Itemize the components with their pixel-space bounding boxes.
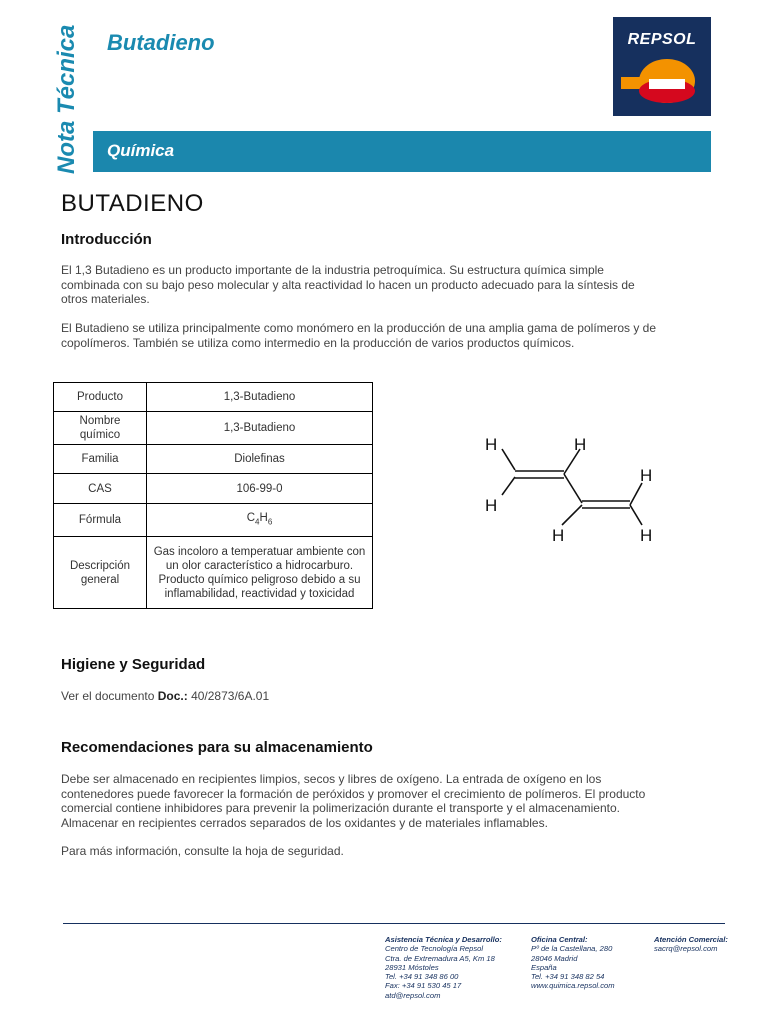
side-label-nota-tecnica (30, 18, 90, 178)
table-cell-label: Fórmula (54, 504, 147, 537)
table-cell-value: 106-99-0 (147, 474, 373, 504)
footer-col2-title: Oficina Central: (531, 935, 588, 944)
footer-line: 28046 Madrid (531, 953, 578, 963)
text-line: combinada con su bajo peso molecular y alta reactividad lo hacen un producto adecuado para la síntesis de (61, 277, 635, 292)
table-cell-label: Descripción general (54, 537, 147, 609)
table-cell-label: Producto (54, 383, 147, 412)
storage-heading: Recomendaciones para su almacenamiento (61, 739, 373, 756)
table-cell-value: 1,3-Butadieno (147, 412, 373, 445)
formula-h: H (259, 511, 268, 524)
table-row (54, 504, 373, 537)
text-line: Debe ser almacenado en recipientes limpios, secos y libres de oxígeno. La entrada de oxígeno en los (61, 772, 602, 786)
footer-line: Tel. +34 91 348 86 00 (385, 972, 459, 982)
table-cell-label: Familia (54, 445, 147, 474)
intro-heading: Introducción (61, 231, 152, 248)
footer-email-link[interactable]: sacrq@repsol.com (654, 944, 718, 954)
footer-divider (63, 923, 725, 924)
table-cell-formula (147, 504, 373, 537)
atom-h-5: H (552, 526, 565, 545)
footer-line: España (531, 962, 557, 972)
footer-email-link[interactable]: atd@repsol.com (385, 990, 441, 1000)
atom-h-3: H (485, 496, 498, 515)
footer-line: Tel. +34 91 348 82 54 (531, 972, 605, 982)
hygiene-heading: Higiene y Seguridad (61, 656, 206, 673)
table-cell-label: CAS (54, 474, 147, 504)
footer-commercial (654, 935, 744, 954)
category-bar (93, 131, 711, 172)
footer-line: Ctra. de Extremadura A5, Km 18 (385, 953, 495, 963)
text-line: contenedores puede favorecer la formación de peróxidos y promover el crecimiento de polímeros. El producto (61, 786, 646, 801)
table-cell-label: Nombre químico (54, 412, 147, 445)
category-label: Química (107, 141, 175, 160)
svg-text:Nota Técnica: Nota Técnica (53, 24, 80, 174)
properties-table (53, 382, 373, 609)
storage-paragraph (61, 772, 731, 830)
table-row (54, 383, 373, 412)
doc-label: Doc.: (157, 689, 188, 703)
page-title: BUTADIENO (61, 190, 204, 217)
text-line: El 1,3 Butadieno es un producto importante de la industria petroquímica. Su estructura química simple (61, 263, 604, 277)
table-row (54, 412, 373, 445)
text-line: Almacenar en recipientes cerrados separados de los oxidantes y de materiales inflamables. (61, 815, 548, 830)
text-line: otros materiales. (61, 292, 150, 306)
formula-c: C (246, 511, 256, 524)
footer-col1-title: Asistencia Técnica y Desarrollo: (385, 935, 502, 944)
footer-line: Centro de Tecnología Repsol (385, 944, 484, 954)
footer-technical-assistance (385, 935, 525, 1000)
footer-line: Fax: +34 91 530 45 17 (385, 981, 462, 991)
footer-website-link[interactable]: www.quimica.repsol.com (531, 981, 615, 991)
text-line: copolímeros. También se utiliza como intermedio en la producción de varios productos químicos. (61, 335, 575, 350)
table-cell-value: Diolefinas (147, 445, 373, 474)
footer-line: Pº de la Castellana, 280 (531, 944, 613, 954)
atom-h-4: H (640, 466, 653, 485)
formula-h-sub: 6 (267, 517, 273, 527)
atom-h-1: H (485, 435, 498, 454)
table-row (54, 445, 373, 474)
table-cell-value: 1,3-Butadieno (147, 383, 373, 412)
more-info-text: Para más información, consulte la hoja de seguridad. (61, 844, 344, 858)
atom-h-2: H (574, 435, 587, 454)
text-line: comercial contiene inhibidores para prevenir la polimerización durante el transporte y el almacenamiento. (61, 801, 620, 815)
table-row (54, 537, 373, 609)
table-row (54, 474, 373, 504)
repsol-logo (613, 17, 711, 116)
butadiene-structure-diagram (470, 425, 670, 555)
table-cell-value: Gas incoloro a temperatuar ambiente con un olor característico a hidrocarburo. Producto químico peligroso debido a su inflamabilidad, reactividad y toxicidad (147, 537, 373, 609)
footer-head-office (531, 935, 646, 991)
doc-reference: 40/2873/6A.01 (187, 689, 270, 703)
intro-paragraph-1 (61, 263, 721, 307)
text-line: El Butadieno se utiliza principalmente como monómero en la producción de una amplia gama de polímeros y de (61, 321, 657, 335)
logo-flame-icon (613, 55, 711, 110)
formula-c-sub: 4 (255, 517, 260, 527)
intro-paragraph-2 (61, 321, 721, 350)
footer-line: 28931 Móstoles (385, 962, 439, 972)
document-title: Butadieno (107, 30, 215, 55)
hygiene-prefix: Ver el documento (61, 689, 158, 703)
footer-col3-title: Atención Comercial: (654, 935, 728, 944)
hygiene-text (61, 689, 269, 704)
logo-wordmark: REPSOL (627, 31, 697, 48)
atom-h-6: H (640, 526, 653, 545)
